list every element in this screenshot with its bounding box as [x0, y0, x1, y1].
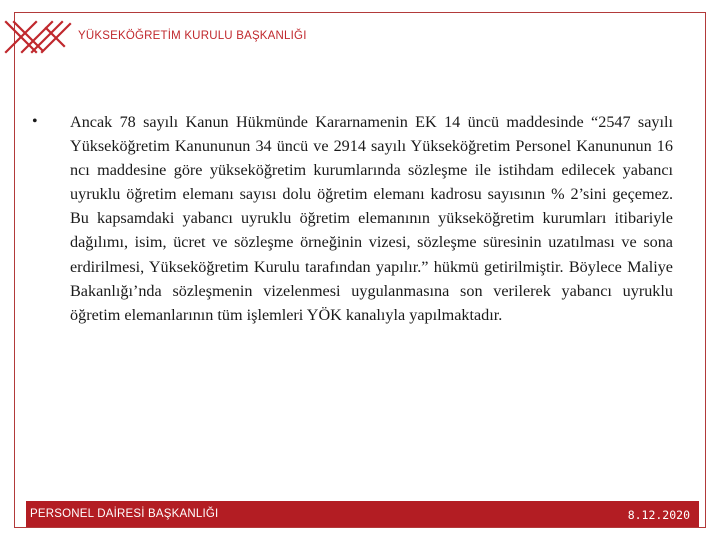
footer-department-label: PERSONEL DAİRESİ BAŞKANLIĞI [30, 508, 219, 520]
footer-date: 8.12.2020 [627, 508, 690, 522]
yok-logo-icon [2, 14, 74, 54]
bullet-marker: • [32, 113, 38, 130]
body-paragraph: Ancak 78 sayılı Kanun Hükmünde Kararnamenin EK 14 üncü maddesinde “2547 sayılı Yükseköğretim Kanununun 34 üncü ve 2914 sayılı Yükseköğretim Personel Kanununun 16 ncı maddesine göre yükseköğretim kurumlarında sözleşme ile istihdam edilecek yabancı uyruklu öğretim elemanı sayısı dolu öğretim elemanı kadrosu sayısının % 2’sini geçemez. Bu kapsamdaki yabancı uyruklu öğretim elemanının yükseköğretim kurumları itibariyle dağılımı, isim, ücret ve sözleşme örneğinin vizesi, sözleşme süresinin uzatılması ve sona erdirilmesi, Yükseköğretim Kurulu tarafından yapılır.” hükmü getirilmiştir. Böylece Maliye Bakanlığı’nda sözleşmenin vizelenmesi uygulanmasına son verilerek yabancı uyruklu öğretim elemanlarının tüm işlemleri YÖK kanalıyla yapılmaktadır. [70, 113, 673, 324]
content-body [30, 110, 673, 327]
list-item [30, 110, 673, 327]
header-title: YÜKSEKÖĞRETİM KURULU BAŞKANLIĞI [78, 30, 307, 42]
footer-bar [26, 501, 699, 527]
